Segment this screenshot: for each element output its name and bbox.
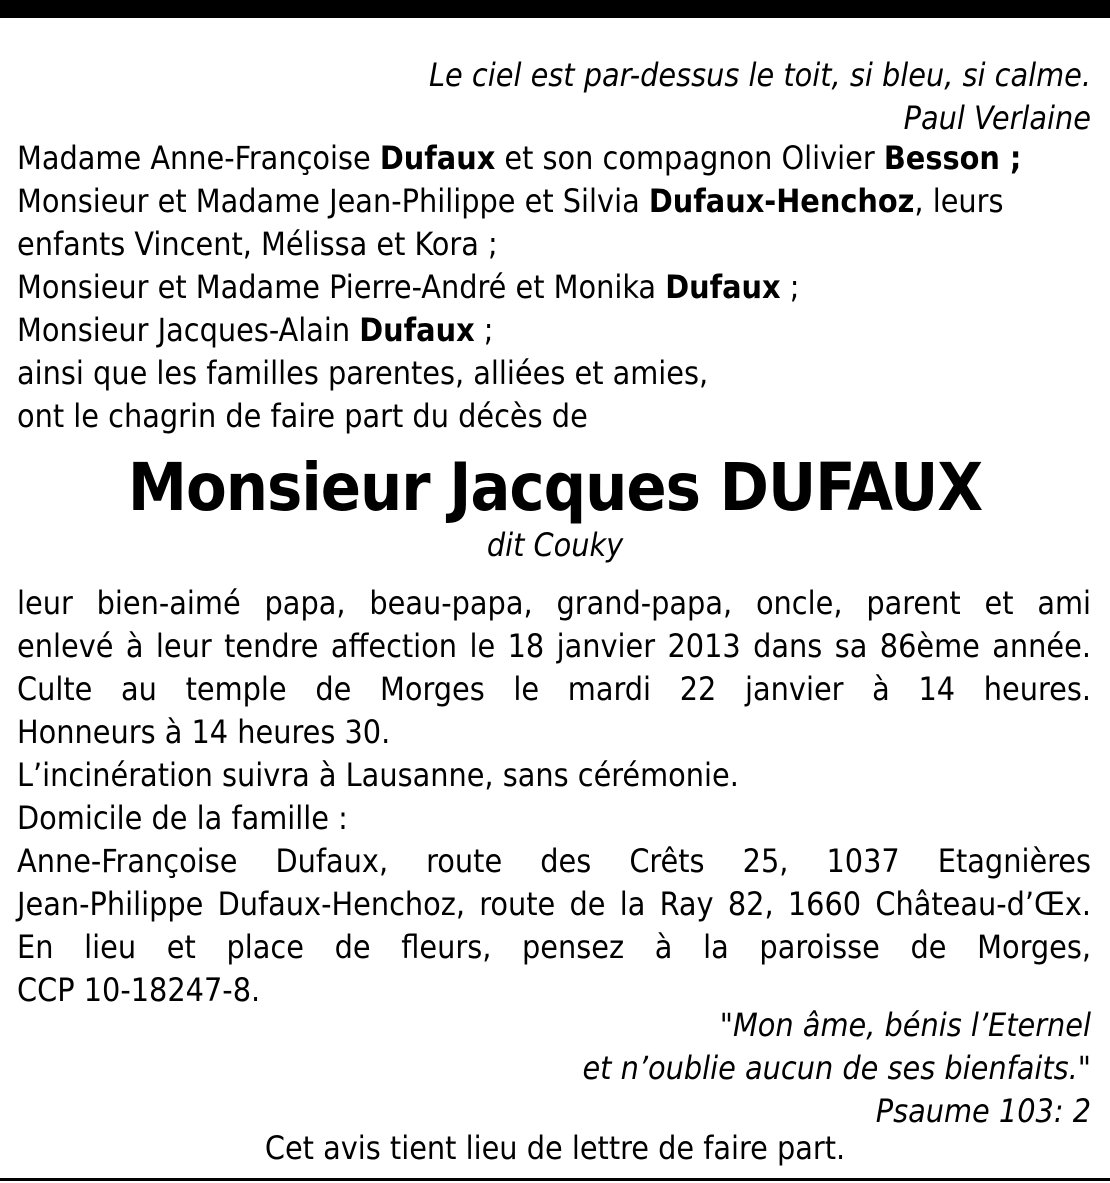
epigraph: [17, 54, 1091, 140]
body-line: Anne-Françoise Dufaux, route des Crêts 25, 1037 Etagnières: [17, 842, 1091, 880]
family-line: [17, 309, 1091, 352]
text: et son compagnon Olivier: [495, 139, 884, 177]
body-line: L’incinération suivra à Lausanne, sans cérémonie.: [17, 756, 739, 794]
psalm-line: "Mon âme, bénis l’Eternel: [719, 1006, 1091, 1044]
family-line: [17, 180, 1091, 223]
epigraph-quote: Le ciel est par-dessus le toit, si bleu, si calme.: [429, 56, 1091, 94]
surname: Dufaux: [379, 139, 496, 177]
family-line: ont le chagrin de faire part du décès de: [17, 397, 588, 435]
body-line: Culte au temple de Morges le mardi 22 janvier à 14 heures.: [17, 670, 1091, 708]
body-line: CCP 10-18247-8.: [17, 971, 261, 1009]
top-border: [0, 0, 1110, 18]
family-line: ainsi que les familles parentes, alliées et amies,: [17, 354, 709, 392]
psalm-quote: [17, 1004, 1091, 1133]
text: Monsieur et Madame Pierre-André et Monika: [17, 268, 666, 306]
surname: Dufaux: [665, 268, 781, 306]
family-line: [17, 266, 1091, 309]
body-line: En lieu et place de fleurs, pensez à la paroisse de Morges,: [17, 928, 1091, 966]
epigraph-author: Paul Verlaine: [903, 99, 1091, 137]
body-line: leur bien-aimé papa, beau-papa, grand-papa, oncle, parent et ami: [17, 584, 1091, 622]
body-line: Domicile de la famille :: [17, 799, 348, 837]
bottom-border: [0, 1178, 1110, 1181]
surname: Dufaux-Henchoz: [648, 182, 915, 220]
text: ;: [780, 268, 800, 306]
footer-note: Cet avis tient lieu de lettre de faire part.: [264, 1129, 846, 1167]
text: Madame Anne-Françoise: [17, 139, 380, 177]
text: Monsieur Jacques-Alain: [17, 311, 360, 349]
body-line: enlevé à leur tendre affection le 18 janvier 2013 dans sa 86ème année.: [17, 627, 1091, 665]
deceased-nickname: dit Couky: [486, 526, 624, 564]
body-line: Honneurs à 14 heures 30.: [17, 713, 391, 751]
family-line: [17, 137, 1091, 180]
family-announcement: [17, 137, 1091, 438]
announcement-body: [17, 582, 1091, 1012]
body-line: Jean-Philippe Dufaux-Henchoz, route de la Ray 82, 1660 Château-d’Œx.: [17, 885, 1091, 923]
surname: Dufaux: [359, 311, 475, 349]
text: Monsieur et Madame Jean-Philippe et Silvia: [17, 182, 649, 220]
psalm-line: et n’oublie aucun de ses bienfaits.": [582, 1049, 1091, 1087]
deceased-name: Monsieur Jacques DUFAUX: [127, 449, 983, 526]
text: , leurs: [914, 182, 1004, 220]
text: ;: [474, 311, 494, 349]
family-line: enfants Vincent, Mélissa et Kora ;: [17, 225, 498, 263]
surname: Besson ;: [883, 139, 1022, 177]
psalm-reference: Psaume 103: 2: [875, 1092, 1091, 1130]
